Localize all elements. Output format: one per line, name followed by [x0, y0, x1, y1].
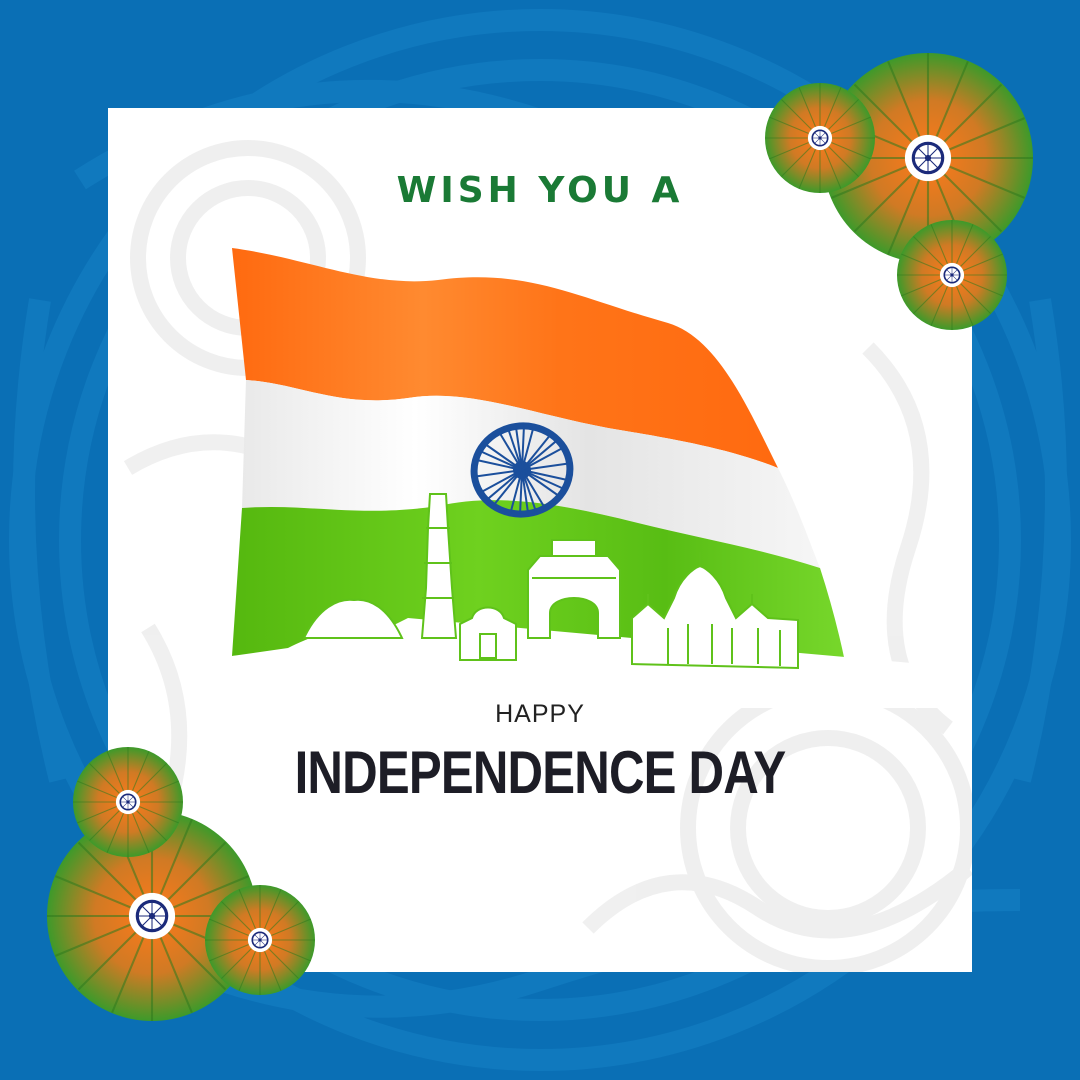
happy-text: HAPPY	[495, 700, 585, 728]
greeting-card	[108, 108, 972, 972]
flag-illustration	[108, 108, 972, 972]
independence-day-title: INDEPENDENCE DAY	[294, 739, 786, 806]
wish-headline: WISH YOU A	[396, 170, 684, 211]
